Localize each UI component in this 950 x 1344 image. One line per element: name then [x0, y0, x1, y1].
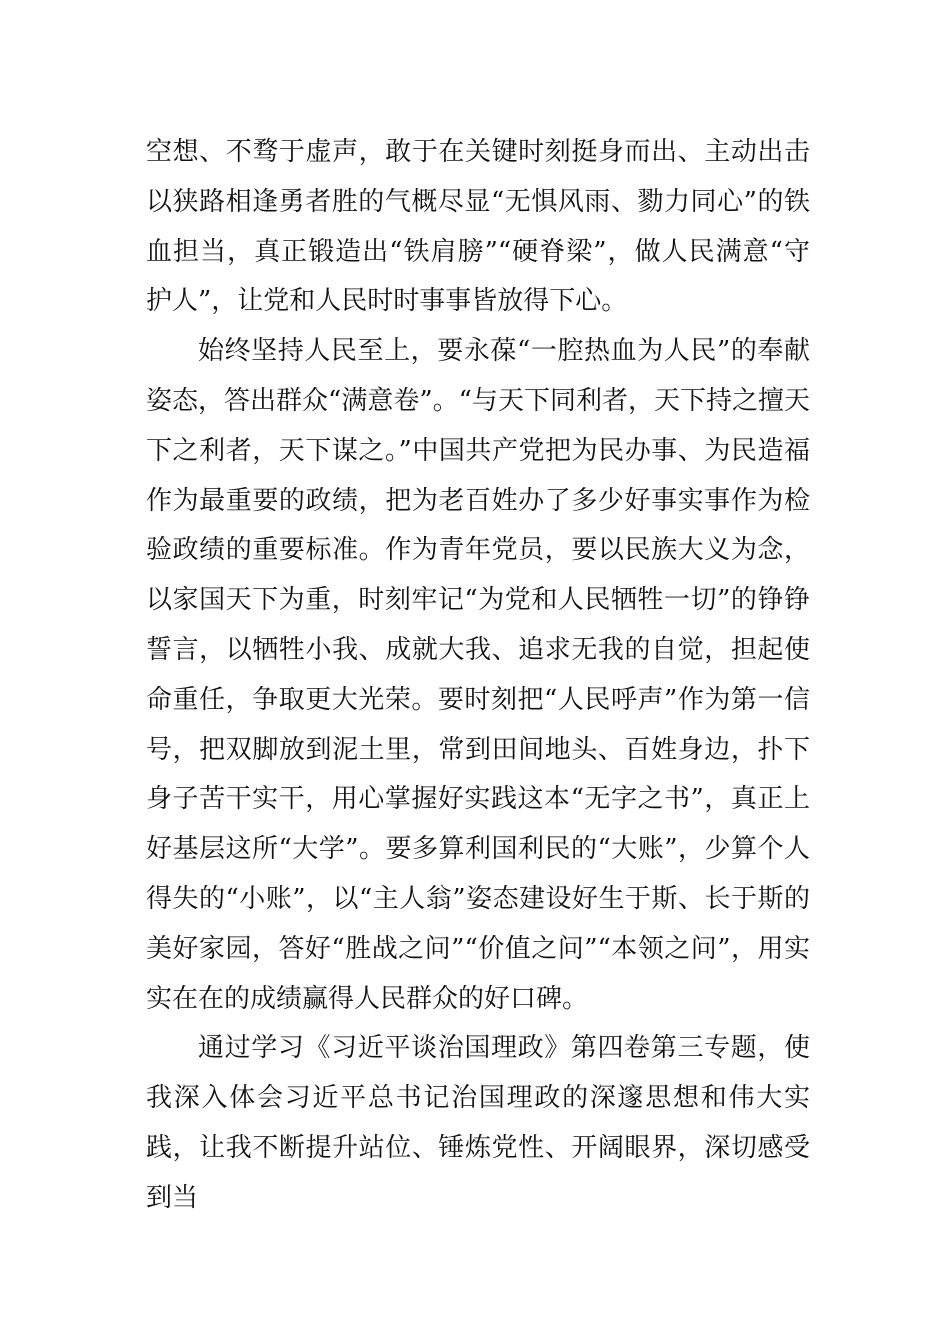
paragraph-continued: 空想、不骛于虚声，敢于在关键时刻挺身而出、主动出击以狭路相逢勇者胜的气概尽显“无惧风雨、勠力同心”的铁血担当，真正锻造出“铁肩膀”“硬脊梁”，做人民满意“守护人”，让党和人民时时事事皆放得下心。	[146, 137, 810, 317]
body-text	[146, 128, 810, 1224]
paragraph-people-first: 始终坚持人民至上，要永葆“一腔热血为人民”的奉献姿态，答出群众“满意卷”。“与天下同利者，天下持之擅天下之利者，天下谋之。”中国共产党把为民办事、为民造福作为最重要的政绩，把为老百姓办了多少好事实事作为检验政绩的重要标准。作为青年党员，要以民族大义为念，以家国天下为重，时刻牢记“为党和人民牺牲一切”的铮铮誓言，以牺牲小我、成就大我、追求无我的自觉，担起使命重任，争取更大光荣。要时刻把“人民呼声”作为第一信号，把双脚放到泥土里，常到田间地头、百姓身边，扑下身子苦干实干，用心掌握好实践这本“无字之书”，真正上好基层这所“大学”。要多算利国利民的“大账”，少算个人得失的“小账”，以“主人翁”姿态建设好生于斯、长于斯的美好家园，答好“胜战之问”“价值之问”“本领之问”，用实实在在的成绩赢得人民群众的好口碑。	[146, 336, 810, 1014]
paragraph-study-reflection: 通过学习《习近平谈治国理政》第四卷第三专题，使我深入体会习近平总书记治国理政的深邃思想和伟大实践，让我不断提升站位、锤炼党性、开阔眼界，深切感受到当	[146, 1033, 810, 1213]
